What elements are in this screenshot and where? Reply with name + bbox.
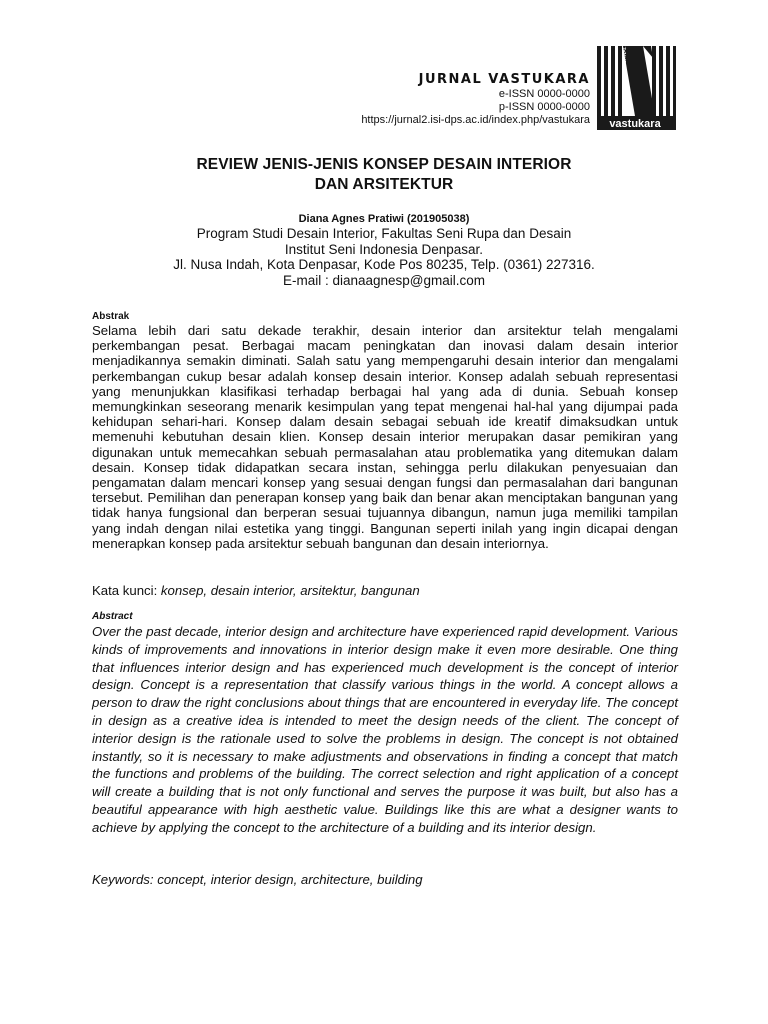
affiliation-line-1: Program Studi Desain Interior, Fakultas Seni Rupa dan Desain [196,226,572,241]
kata-kunci-values: konsep, desain interior, arsitektur, bangunan [160,583,420,598]
abstract-label: Abstract [92,611,133,622]
journal-header [361,72,590,127]
paper-title [120,155,648,195]
affiliation-line-2: Institut Seni Indonesia Denpasar. [284,241,484,257]
keywords [92,872,678,888]
abstract-section [92,611,678,837]
author-name: Diana Agnes Pratiwi (201905038) [298,213,470,225]
kata-kunci-label: Kata kunci: [92,583,161,598]
abstrak-text: Selama lebih dari satu dekade terakhir, desain interior dan arsitektur telah mengalami perkembangan pesat. Berbagai macam peningkatan dan inovasi dalam desain interior menjadikannya semakin diminati. Salah satu yang mempengaruhi desain interior dan mengalami perkembangan cukup besar adalah konsep desain interior. Konsep adalah sebuah representasi yang menunjukkan klasifikasi terhadap berbagai hal yang ada di dunia. Sebuah konsep memungkinkan seseorang menarik kesimpulan yang tepat mengenai hal-hal yang dijumpai pada kehidupan sehari-hari. Konsep dalam desain sebagai sebuah ide kreatif dimaksudkan untuk memenuhi kebutuhan desain klien. Konsep desain interior merupakan dasar pemikiran yang digunakan untuk memecahkan sebuah permasalahan atau problematika yang ditemukan dalam desain. Konsep tidak didapatkan secara instan, sehingga perlu dilakukan penyesuaian dan pengamatan dalam mencari konsep yang sesuai dengan fungsi dan permasalahan dari bangunan tersebut. Pemilihan dan penerapan konsep yang baik dan benar akan menciptakan bangunan yang tidak hanya fungsional dan berperan sesuai tujuannya dibangun, namun juga memiliki tampilan yang indah dengan nilai estetika yang tinggi. Bangunan seperti inilah yang ingin dicapai dengan menerapkan konsep pada arsitektur sebuah bangunan dan desain interiornya. [92,323,678,551]
pissn: p-ISSN 0000-0000 [498,101,590,113]
kata-kunci [92,583,678,599]
journal-url: https://jurnal2.isi-dps.ac.id/index.php/vastukara [361,114,590,126]
abstrak-label: Abstrak [92,311,130,322]
abstract-text: Over the past decade, interior design and architecture have experienced rapid development. Various kinds of improvements and innovations in interior design make it even more desirable. One thing that influences interior design and has experienced much development is the concept of interior design. Concept is a representation that classify various things in the world. A concept allows a person to draw the right conclusions about things that are encountered in everyday life. The concept in design as a creative idea is intended to meet the design needs of the client. The concept of interior design is the rationale used to solve the problems in design. The concept is not obtained instantly, so it is necessary to make adjustments and observations in finding a concept that match the functions and problems of the building. The correct selection and right application of a concept will create a building that is not only functional and serves the purpose it was built, but also has a beautiful appearance with high aesthetic value. Buildings like this are what a designer wants to achieve by applying the concept to the architecture of a building and its interior design. [92,624,678,835]
logo-text: vastukara [609,118,661,130]
vastukara-logo-icon [595,44,677,132]
journal-logo [595,44,677,132]
author-address: Jl. Nusa Indah, Kota Denpasar, Kode Pos 80235, Telp. (0361) 227316. [173,257,595,272]
eissn: e-ISSN 0000-0000 [498,88,590,100]
keywords-text: Keywords: concept, interior design, architecture, building [92,872,423,887]
author-email: E-mail : dianaagnesp@gmail.com [282,272,486,288]
title-line-2: DAN ARSITEKTUR [314,176,454,193]
logo-small-text: JURNAL [622,46,628,66]
title-line-1: REVIEW JENIS-JENIS KONSEP DESAIN INTERIOR [196,156,572,173]
journal-name: JURNAL VASTUKARA [418,72,590,87]
author-block [100,212,668,288]
abstrak-section [92,311,678,551]
